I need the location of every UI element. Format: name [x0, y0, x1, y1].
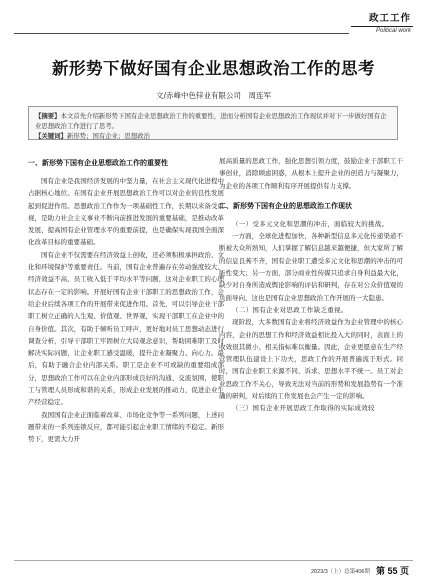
- footer-divider: [14, 560, 413, 561]
- keywords-line: [35, 131, 391, 141]
- right-column: [219, 155, 403, 415]
- subheading-2: （二）国有企业对思政工作缺乏重视。: [232, 305, 348, 314]
- abstract-box: [28, 106, 398, 140]
- paragraph: 展高质量的思政工作，强化思想引领力度，鼓励企业干部职工干事创业，消除顾虑困惑，从根本上提升企业的创造力与凝聚力，为企业的各项工作顺利有序开展提供有力支撑。: [219, 157, 403, 190]
- paragraph: 现阶段，大多数国有企业将经济效益作为企业管理中的核心内容，企业的思想工作和经济效益相比投入大的同时，表面上的收效很其微小、相关指标难以衡量。因此，企业更愿意在生产经营管理队伍建设上下功夫，思政工作的开展普遍流于形式。同时，国有企业职工来源不同、诉求、思想水平不统一。员工对企业思政工作不关心，导致无法对当前的形势和发展趋势有一个准确的研判，对后续的工作发展也会产生一定的影响。: [219, 318, 403, 401]
- paragraph: 我国国有企业正面临着改革、市场化竞争等一系列问题，上述问题带来的一系列连锁反应，都可能引起企业职工情绪的不稳定。新形势下，更需大力开: [28, 410, 224, 444]
- article-title: 新形势下做好国有企业思想政治工作的思考: [52, 59, 375, 78]
- keywords-text: 新形势；国有企业；思想政治: [66, 132, 151, 140]
- paragraph: 国有企业是我国经济发展的中坚力量，在社会主义现代化进程中占据核心地位。在国有企业开展思想政治工作可以对企业的良性发展起到促进作用。思想政治工作作为一项基础性工作，长期以来备受重视，是助力社会主义事业不断向前推进发展的重要基础，是推动改革发展、提高国有企业管理水平的重要前提，也是确保实现我国全面深化改革目标的重要基础。: [28, 177, 224, 247]
- subheading-1: （一）受多元文化和思潮的冲击，面临较大的挑战。: [232, 219, 389, 228]
- subheading-3: （三）国有企业开展思政工作取得的实际成效较: [232, 404, 375, 413]
- abstract-label: 【摘要】: [35, 112, 61, 120]
- section-heading-2: 二、新形势下国有企业的思想政治工作现状: [219, 201, 352, 210]
- section-heading-1: 一、新形势下国有企业思想政治工作的重要性: [28, 159, 168, 167]
- column-tag-chinese: 政工工作: [368, 13, 411, 24]
- author-line: 文/赤峰中色锌业有限公司 周连军: [155, 91, 272, 100]
- header-divider: [14, 33, 349, 34]
- page-number: 第 55 页: [375, 566, 409, 576]
- paragraph: 国有企业不仅需要在经济效益上创收，还必须积极承担政治、文化和环境保护等重要责任。当前，国有企业普遍存在劳动强度较大、经济效益不高、员工收入低于平均水平等问题，这对企业职工的心理状态存在一定的影响。开展好国有企业干部职工的思想政治工作，会给企业后续各项工作的开展带来促进作用。首先，可以引导企业干部职工树立正确的人生观、价值观、世界观，实现干部职工在企业中的自身价值。其次，有助于倾听员工呼声，更好地对员工思想动态进行调查分析，引导干部职工牢固树立大局观念意识，帮助困难职工及时解决实际问题，让企业职工感受温暖，提升企业凝聚力、向心力。最后，有助于融合企业内部关系。职工是企业不可或缺的重要组成部分，思想政治工作可以在企业内部形成良好的沟通、交流氛围，使职工与管理人员形成和谐的关系，形成企业发展的推动力，促进企业生产经营稳定。: [28, 250, 224, 407]
- column-tag-english: Political work: [351, 26, 413, 34]
- keywords-label: 【关键词】: [35, 132, 67, 140]
- column-tag: [351, 10, 413, 34]
- abstract-text: 本文首先介绍新形势下国有企业思想政治工作的重要性，进而分析国有企业思想政治工作现状并对下一步做好国有企业思想政治工作进行了思考。: [35, 112, 387, 130]
- page-footer: [311, 564, 409, 577]
- left-column: [28, 155, 224, 446]
- paragraph: 一方面，全球化进程加快，各种新型信息多元化传递渠道不断被大众所熟知，人们掌握了解信息越来越便捷，但大家所了解的信息良莠不齐，国有企业职工遭受多元文化和思潮的冲击的可能性变大；另一方面，部分商业性传媒只追求自身利益最大化，缺少对自身所造成舆论影响的评估和研判，存在对公众价值观的负面导向，这也是国有企业思想政治工作开展的一大隐患。: [219, 232, 403, 302]
- issue-info: 2023/3（上）总第406期: [310, 568, 370, 575]
